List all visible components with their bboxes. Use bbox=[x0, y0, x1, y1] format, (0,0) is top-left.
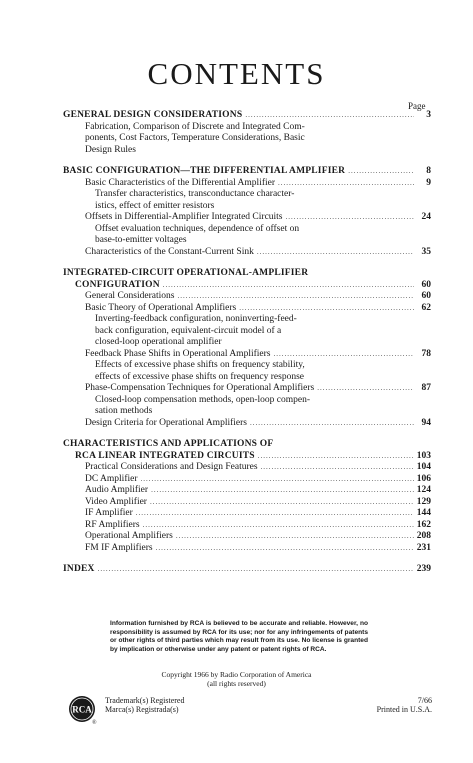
toc-page-number: 60 bbox=[421, 291, 431, 301]
section-description: Fabrication, Comparison of Discrete and Integrated Com- bbox=[85, 121, 305, 132]
toc-entry bbox=[63, 303, 431, 315]
dot-leader bbox=[98, 564, 414, 576]
toc-entry-description: Closed-loop compensation methods, open-loop compen- bbox=[95, 394, 311, 405]
print-code: 7/66 bbox=[417, 696, 432, 705]
section-heading bbox=[63, 564, 431, 576]
toc-entry-label: Audio Amplifier bbox=[85, 485, 149, 495]
dot-leader bbox=[317, 383, 414, 395]
section-heading bbox=[63, 451, 431, 463]
section-description: ponents, Cost Factors, Temperature Considerations, Basic bbox=[85, 133, 305, 143]
toc-entry bbox=[63, 543, 431, 555]
rca-logo bbox=[68, 695, 96, 723]
dot-leader bbox=[348, 166, 414, 178]
section-heading bbox=[63, 110, 431, 122]
toc-page-number: 129 bbox=[416, 496, 431, 507]
toc-page-number: 3 bbox=[426, 110, 431, 120]
toc-entry bbox=[63, 291, 431, 303]
section-heading-label: INTEGRATED-CIRCUIT OPERATIONAL-AMPLIFIER bbox=[63, 268, 309, 278]
toc-page-number: 60 bbox=[421, 279, 431, 290]
dot-leader bbox=[245, 110, 414, 122]
page-title: CONTENTS bbox=[147, 56, 326, 91]
legal-notice: Information furnished by RCA is believed to be accurate and reliable. However, no responsibility is assumed by RCA for its use; nor for any infringements of patents or other rights of third parties which may result from its use. No license is granted by implication or otherwise under any patent or patent rights of RCA. bbox=[110, 620, 368, 653]
toc-entry-label: BASIC CONFIGURATION—THE DIFFERENTIAL AMPLIFIER bbox=[63, 166, 346, 176]
printed-in: Printed in U.S.A. bbox=[376, 705, 432, 714]
toc-page-number: 162 bbox=[416, 519, 431, 530]
dot-leader bbox=[141, 474, 414, 486]
trademark-block bbox=[105, 696, 184, 714]
toc-entry-label: Video Amplifier bbox=[85, 496, 147, 507]
section-heading-label: CHARACTERISTICS AND APPLICATIONS OF bbox=[63, 439, 274, 449]
toc-entry-description: sation methods bbox=[95, 406, 153, 416]
toc-page-number: 239 bbox=[416, 564, 431, 574]
dot-leader bbox=[278, 178, 414, 190]
dot-leader bbox=[176, 531, 414, 543]
dot-leader bbox=[177, 291, 414, 303]
toc-entry bbox=[63, 485, 431, 497]
copyright-block bbox=[0, 670, 473, 688]
dot-leader bbox=[273, 349, 414, 361]
toc-entry-label: Phase-Compensation Techniques for Operational Amplifiers bbox=[85, 383, 315, 393]
toc-entry bbox=[63, 178, 431, 190]
toc-page-number: 24 bbox=[421, 212, 431, 222]
dot-leader bbox=[163, 280, 414, 292]
toc-entry-description: Inverting-feedback configuration, noninverting-feed- bbox=[95, 314, 297, 324]
dot-leader bbox=[156, 543, 414, 555]
toc-entry bbox=[63, 383, 431, 395]
toc-page-number: 208 bbox=[416, 531, 431, 541]
table-of-contents bbox=[63, 110, 431, 576]
section-heading bbox=[63, 268, 431, 280]
toc-page-number: 144 bbox=[416, 508, 431, 518]
toc-entry-label: Practical Considerations and Design Features bbox=[85, 462, 258, 472]
toc-entry-description: Offset evaluation techniques, dependence of offset on bbox=[95, 223, 300, 234]
toc-entry bbox=[63, 247, 431, 259]
dot-leader bbox=[261, 462, 414, 474]
dot-leader bbox=[150, 497, 414, 509]
copyright-line: Copyright 1966 by Radio Corporation of America bbox=[161, 670, 312, 679]
trademark-line-spanish: Marca(s) Registrada(s) bbox=[105, 705, 179, 714]
toc-page-number: 9 bbox=[426, 177, 431, 188]
toc-page-number: 87 bbox=[421, 383, 431, 393]
toc-entry-label: Design Criteria for Operational Amplifiers bbox=[85, 417, 247, 428]
dot-leader bbox=[250, 418, 414, 430]
toc-entry bbox=[63, 474, 431, 486]
toc-entry-description: effects of excessive phase shifts on frequency response bbox=[95, 371, 305, 382]
toc-page-number: 104 bbox=[416, 462, 431, 472]
page-column-label: Page bbox=[408, 101, 426, 111]
toc-entry-label: Basic Characteristics of the Differential Amplifier bbox=[85, 177, 276, 188]
toc-entry-label: CONFIGURATION bbox=[75, 279, 160, 290]
dot-leader bbox=[143, 520, 414, 532]
spacer bbox=[63, 156, 431, 166]
toc-page-number: 78 bbox=[421, 348, 431, 359]
toc-entry-description: Effects of excessive phase shifts on frequency stability, bbox=[95, 360, 305, 370]
section-description: Design Rules bbox=[85, 144, 136, 155]
dot-leader bbox=[286, 212, 414, 224]
print-info bbox=[368, 696, 432, 714]
dot-leader bbox=[257, 247, 414, 259]
toc-entry-label: Characteristics of the Constant-Current Sink bbox=[85, 246, 254, 257]
dot-leader bbox=[258, 451, 414, 463]
toc-entry bbox=[63, 462, 431, 474]
dot-leader bbox=[151, 485, 414, 497]
toc-entry-label: DC Amplifier bbox=[85, 473, 138, 484]
dot-leader bbox=[239, 303, 414, 315]
toc-entry-label: Offsets in Differential-Amplifier Integrated Circuits bbox=[85, 212, 283, 222]
toc-entry-description: base-to-emitter voltages bbox=[95, 235, 187, 245]
section-heading bbox=[63, 166, 431, 178]
toc-entry-description: back configuration, equivalent-circuit model of a bbox=[95, 325, 282, 336]
toc-entry-label: INDEX bbox=[63, 564, 95, 574]
trademark-line: Trademark(s) Registered bbox=[105, 696, 185, 705]
toc-entry-label: General Considerations bbox=[85, 291, 175, 301]
toc-entry-description: istics, effect of emitter resistors bbox=[95, 200, 215, 211]
toc-entry-description: Transfer characteristics, transconductance character- bbox=[95, 189, 295, 199]
toc-page-number: 62 bbox=[421, 302, 431, 313]
spacer bbox=[63, 258, 431, 268]
spacer bbox=[63, 429, 431, 439]
toc-entry-label: Operational Amplifiers bbox=[85, 531, 173, 541]
registered-mark: ® bbox=[92, 720, 97, 726]
toc-entry-label: Basic Theory of Operational Amplifiers bbox=[85, 302, 237, 313]
toc-entry bbox=[63, 497, 431, 509]
toc-entry bbox=[63, 418, 431, 430]
toc-page-number: 103 bbox=[416, 450, 431, 461]
toc-entry-description: closed-loop operational amplifier bbox=[95, 337, 222, 347]
toc-page-number: 106 bbox=[416, 473, 431, 484]
toc-entry-label: IF Amplifier bbox=[85, 508, 133, 518]
toc-page-number: 231 bbox=[416, 542, 431, 553]
toc-entry-label: GENERAL DESIGN CONSIDERATIONS bbox=[63, 110, 243, 120]
section-heading bbox=[63, 439, 431, 451]
toc-entry bbox=[63, 212, 431, 224]
toc-entry bbox=[63, 531, 431, 543]
toc-entry-label: RCA LINEAR INTEGRATED CIRCUITS bbox=[75, 450, 255, 461]
spacer bbox=[63, 554, 431, 564]
toc-page-number: 8 bbox=[426, 166, 431, 176]
rights-line: (all rights reserved) bbox=[207, 679, 266, 688]
toc-entry-label: FM IF Amplifiers bbox=[85, 542, 153, 553]
toc-entry-label: RF Amplifiers bbox=[85, 519, 140, 530]
toc-entry bbox=[63, 349, 431, 361]
toc-entry bbox=[63, 520, 431, 532]
section-heading bbox=[63, 280, 431, 292]
toc-page-number: 35 bbox=[421, 246, 431, 257]
toc-entry-label: Feedback Phase Shifts in Operational Amplifiers bbox=[85, 348, 271, 359]
dot-leader bbox=[136, 508, 414, 520]
toc-page-number: 94 bbox=[421, 417, 431, 428]
toc-page-number: 124 bbox=[416, 485, 431, 495]
logo-text: RCA bbox=[72, 704, 92, 715]
toc-entry bbox=[63, 508, 431, 520]
